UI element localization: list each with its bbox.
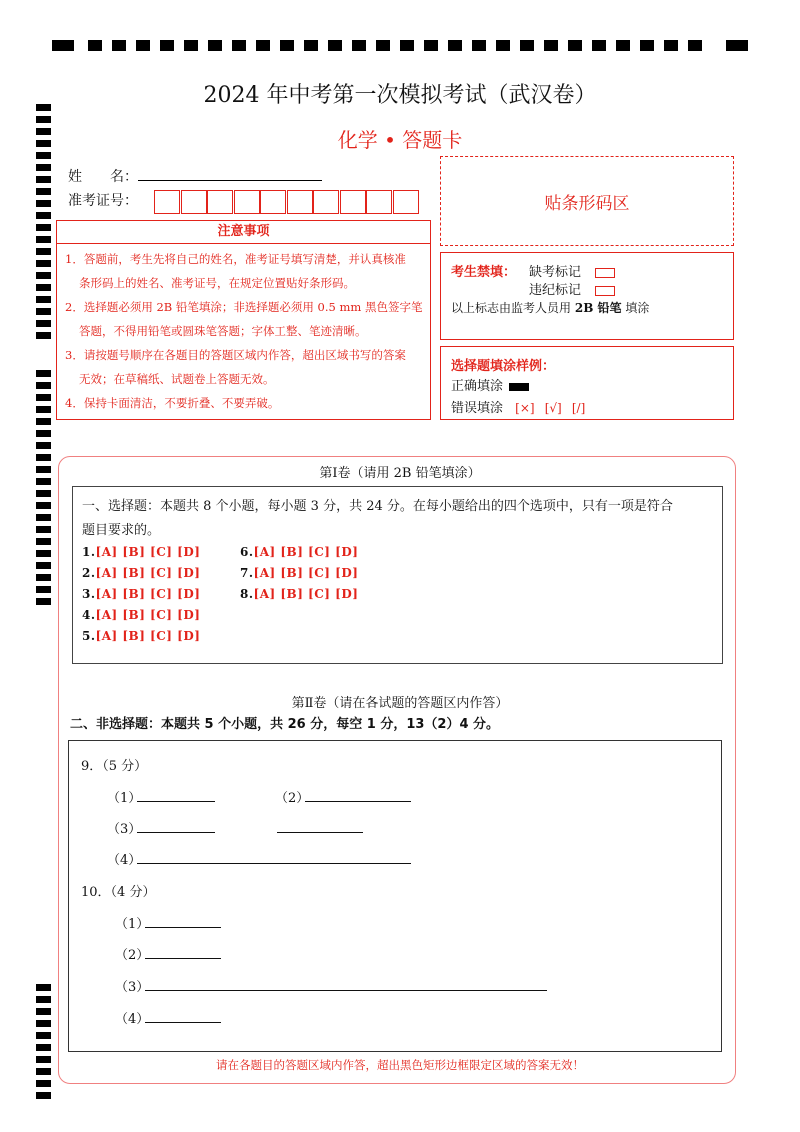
side-mark xyxy=(36,490,51,497)
q10-part-label: （3） xyxy=(115,980,150,995)
q10-label: 10．（4 分） xyxy=(81,885,156,900)
side-mark xyxy=(36,332,51,339)
note-line: 2．选择题必须用 2B 铅笔填涂；非选择题必须用 0.5 mm 黑色签字笔 xyxy=(65,300,423,314)
side-mark xyxy=(36,1080,51,1087)
side-mark xyxy=(36,200,51,207)
exam-id-digit-box[interactable] xyxy=(154,190,180,214)
side-mark xyxy=(36,320,51,327)
exam-id-digit-box[interactable] xyxy=(287,190,313,214)
answer-section xyxy=(68,740,722,1052)
side-mark xyxy=(36,514,51,521)
choice-q7[interactable]: 7.[A] [B] [C] [D] xyxy=(240,566,359,580)
absent-mark-box[interactable] xyxy=(595,268,615,278)
examinee-forbidden-panel xyxy=(440,252,734,340)
barcode-area xyxy=(440,156,734,246)
side-mark xyxy=(36,562,51,569)
q9-part-label: （4） xyxy=(107,853,142,868)
side-mark xyxy=(36,984,51,991)
forbid-note-suffix: 填涂 xyxy=(625,301,650,315)
choice-q1[interactable]: 1.[A] [B] [C] [D] xyxy=(82,545,201,559)
wrong-mark: [√] xyxy=(544,401,562,415)
violation-label: 违纪标记 xyxy=(529,283,582,298)
correct-fill-label: 正确填涂 xyxy=(451,379,504,394)
q10-4-answer-line[interactable] xyxy=(145,1022,221,1023)
q9-3-answer-line-2[interactable] xyxy=(277,832,363,833)
wrong-mark: [×] xyxy=(515,401,535,415)
exam-id-digit-box[interactable] xyxy=(340,190,366,214)
side-mark xyxy=(36,1020,51,1027)
q9-4-answer-line[interactable] xyxy=(137,863,411,864)
q10-3-answer-line[interactable] xyxy=(145,990,547,991)
part1-instruction: 一、选择题：本题共 8 个小题，每小题 3 分，共 24 分。在每小题给出的四个选项中，只有一项是符合 xyxy=(82,499,673,514)
exam-id-digit-box[interactable] xyxy=(393,190,419,214)
note-line: 条形码上的姓名、准考证号，在规定位置贴好条形码。 xyxy=(79,276,355,290)
q9-part-label: （3） xyxy=(107,822,142,837)
side-mark xyxy=(36,1092,51,1099)
forbid-heading: 考生禁填： xyxy=(451,265,517,280)
page-title: 2024 年中考第一次模拟考试（武汉卷） xyxy=(203,83,597,108)
side-mark xyxy=(36,1008,51,1015)
side-mark xyxy=(36,236,51,243)
side-mark xyxy=(36,382,51,389)
side-mark xyxy=(36,442,51,449)
fill-sample-panel xyxy=(440,346,734,420)
side-mark xyxy=(36,454,51,461)
q9-label: 9．（5 分） xyxy=(81,759,148,774)
side-mark xyxy=(36,598,51,605)
side-mark xyxy=(36,370,51,377)
side-mark xyxy=(36,188,51,195)
q10-part-label: （4） xyxy=(115,1012,150,1027)
side-mark xyxy=(36,1044,51,1051)
choice-q2[interactable]: 2.[A] [B] [C] [D] xyxy=(82,566,201,580)
side-mark xyxy=(36,996,51,1003)
side-mark xyxy=(36,164,51,171)
part1-heading: 第Ⅰ卷（请用 2B 铅笔填涂） xyxy=(319,466,481,481)
choice-q3[interactable]: 3.[A] [B] [C] [D] xyxy=(82,587,201,601)
choice-section xyxy=(72,486,723,664)
side-mark xyxy=(36,430,51,437)
name-label: 姓 名： xyxy=(68,169,138,185)
wrong-mark: [/] xyxy=(571,401,586,415)
side-mark xyxy=(36,1032,51,1039)
side-mark xyxy=(36,502,51,509)
q9-part-label: （1） xyxy=(107,791,142,806)
q10-2-answer-line[interactable] xyxy=(145,958,221,959)
violation-mark-box[interactable] xyxy=(595,286,615,296)
exam-id-digit-box[interactable] xyxy=(234,190,260,214)
forbid-note-prefix: 以上标志由监考人员用 xyxy=(451,301,572,315)
exam-id-label: 准考证号： xyxy=(68,193,138,209)
side-mark xyxy=(36,272,51,279)
exam-id-digit-box[interactable] xyxy=(366,190,392,214)
q9-1-answer-line[interactable] xyxy=(137,801,215,802)
filled-mark-icon xyxy=(509,383,529,391)
side-mark xyxy=(36,116,51,123)
side-mark xyxy=(36,394,51,401)
page-subtitle: 化学 • 答题卡 xyxy=(337,128,463,152)
choice-q6[interactable]: 6.[A] [B] [C] [D] xyxy=(240,545,359,559)
barcode-label: 贴条形码区 xyxy=(544,193,630,214)
side-mark xyxy=(36,538,51,545)
choice-q8[interactable]: 8.[A] [B] [C] [D] xyxy=(240,587,359,601)
absent-label: 缺考标记 xyxy=(529,265,582,280)
footer-warning: 请在各题目的答题区域内作答，超出黑色矩形边框限定区域的答案无效！ xyxy=(216,1058,584,1072)
exam-id-digit-box[interactable] xyxy=(181,190,207,214)
side-mark xyxy=(36,284,51,291)
part2-instruction: 二、非选择题：本题共 5 个小题，共 26 分，每空 1 分，13（2）4 分。 xyxy=(70,717,500,732)
side-mark xyxy=(36,308,51,315)
name-field[interactable] xyxy=(138,180,322,181)
side-mark xyxy=(36,248,51,255)
side-mark xyxy=(36,176,51,183)
side-mark xyxy=(36,296,51,303)
choice-q5[interactable]: 5.[A] [B] [C] [D] xyxy=(82,629,201,643)
sample-heading: 选择题填涂样例： xyxy=(451,359,556,374)
note-line: 1．答题前，考生先将自己的姓名，准考证号填写清楚，并认真核准 xyxy=(65,252,406,266)
side-mark xyxy=(36,152,51,159)
part1-instruction-cont: 题目要求的。 xyxy=(82,523,161,538)
side-mark xyxy=(36,212,51,219)
note-line: 答题，不得用铅笔或圆珠笔答题；字体工整、笔迹清晰。 xyxy=(79,324,367,338)
exam-id-digit-box[interactable] xyxy=(313,190,339,214)
side-mark xyxy=(36,586,51,593)
exam-id-digit-box[interactable] xyxy=(260,190,286,214)
forbid-note-bold: 2B 铅笔 xyxy=(574,301,622,315)
q9-part-label: （2） xyxy=(275,791,310,806)
side-mark xyxy=(36,550,51,557)
note-line: 3．请按题号顺序在各题目的答题区域内作答，超出区域书写的答案 xyxy=(65,348,406,362)
q10-part-label: （2） xyxy=(115,948,150,963)
notes-panel xyxy=(56,220,431,420)
side-mark xyxy=(36,260,51,267)
note-line: 无效；在草稿纸、试题卷上答题无效。 xyxy=(79,372,275,386)
side-mark xyxy=(36,418,51,425)
note-line: 4．保持卡面清洁，不要折叠、不要弄破。 xyxy=(65,396,280,410)
q10-1-answer-line[interactable] xyxy=(145,927,221,928)
q9-3-answer-line[interactable] xyxy=(137,832,215,833)
q9-2-answer-line[interactable] xyxy=(305,801,411,802)
part2-heading: 第Ⅱ卷（请在各试题的答题区内作答） xyxy=(291,696,509,711)
wrong-fill-label: 错误填涂 xyxy=(451,401,504,416)
q10-part-label: （1） xyxy=(115,917,150,932)
side-mark xyxy=(36,224,51,231)
side-mark xyxy=(36,526,51,533)
side-mark xyxy=(36,406,51,413)
exam-id-digit-box[interactable] xyxy=(207,190,233,214)
notes-heading: 注意事项 xyxy=(57,221,430,244)
choice-q4[interactable]: 4.[A] [B] [C] [D] xyxy=(82,608,201,622)
side-mark xyxy=(36,574,51,581)
